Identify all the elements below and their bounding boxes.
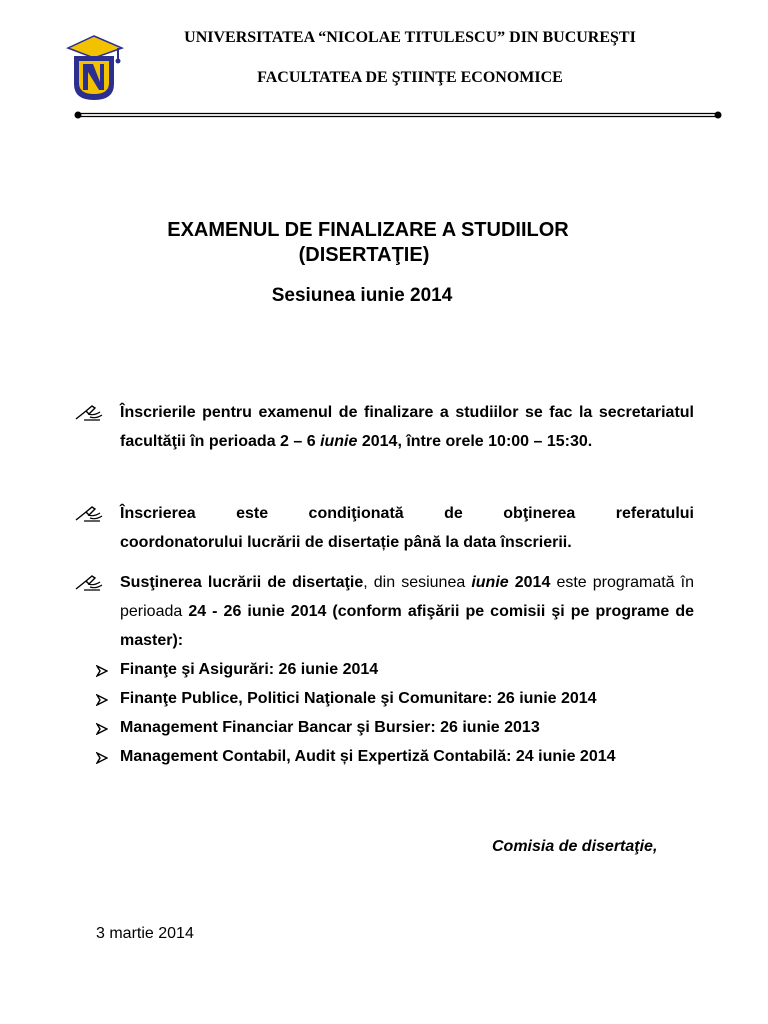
signature: Comisia de disertaţie, bbox=[492, 838, 658, 855]
paragraph-condition-line2: coordonatorului lucrării de disertație până la data înscrierii. bbox=[120, 534, 572, 551]
writing-hand-icon bbox=[74, 503, 104, 523]
paragraph-defense: Susţinerea lucrării de disertaţie, din sesiunea iunie 2014 este programată în perioada 24 - 26 iunie 2014 (conform afişării pe comisii şi pe programe de master): bbox=[120, 574, 695, 649]
arrow-right-icon bbox=[96, 665, 108, 677]
university-name: UNIVERSITATEA “NICOLAE TITULESCU” DIN BUCUREŞTI bbox=[184, 29, 636, 46]
paragraph-condition-line1: Înscrierea este condiţionată de obţinerea referatului bbox=[120, 505, 694, 522]
document-date: 3 martie 2014 bbox=[96, 925, 194, 942]
arrow-right-icon bbox=[96, 752, 108, 764]
paragraph-registration: Înscrierile pentru examenul de finalizare a studiilor se fac la secretariatul facultăţii în perioada 2 – 6 iunie 2014, între orele 10:00 – 15:30. bbox=[120, 404, 694, 450]
arrow-right-icon bbox=[96, 723, 108, 735]
list-item: Finanţe şi Asigurări: 26 iunie 2014 bbox=[120, 661, 379, 678]
list-item: Finanţe Publice, Politici Naţionale şi Comunitare: 26 iunie 2014 bbox=[120, 690, 597, 707]
document-title-line1: EXAMENUL DE FINALIZARE A STUDIILOR bbox=[167, 219, 569, 241]
header-divider bbox=[74, 111, 722, 119]
document-title-line2: (DISERTAŢIE) bbox=[298, 244, 430, 266]
writing-hand-icon bbox=[74, 572, 104, 592]
session-title: Sesiunea iunie 2014 bbox=[271, 285, 453, 306]
list-item: Management Financiar Bancar şi Bursier: 26 iunie 2013 bbox=[120, 719, 540, 736]
writing-hand-icon bbox=[74, 402, 104, 422]
list-item: Management Contabil, Audit și Expertiză Contabilă: 24 iunie 2014 bbox=[120, 748, 616, 765]
university-logo bbox=[66, 34, 136, 104]
faculty-name: FACULTATEA DE ŞTIINŢE ECONOMICE bbox=[257, 69, 563, 86]
arrow-right-icon bbox=[96, 694, 108, 706]
